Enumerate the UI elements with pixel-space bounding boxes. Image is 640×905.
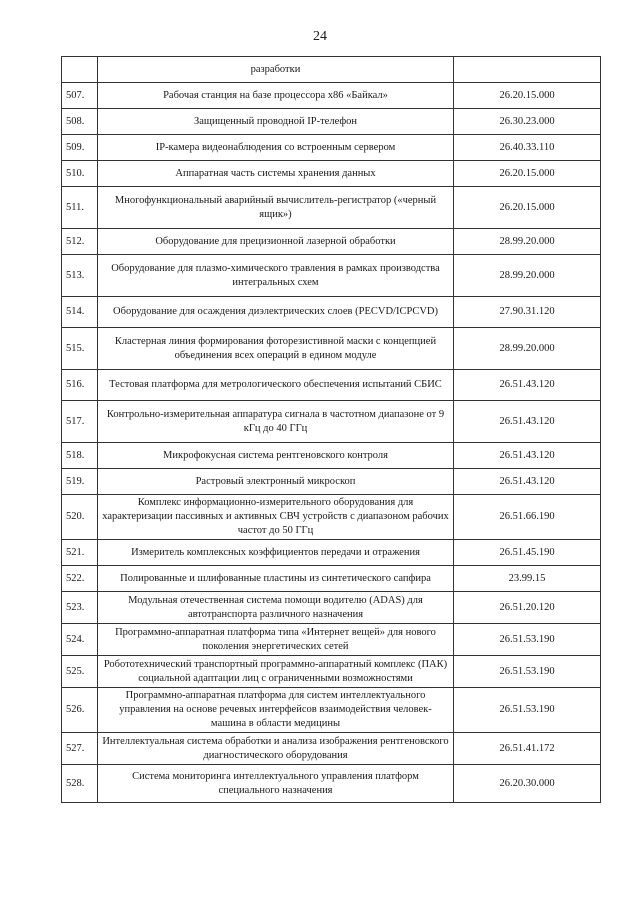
table-row [62, 161, 601, 187]
okpd-code: 26.51.41.172 [454, 733, 601, 765]
product-name: Робототехнический транспортный программно-аппаратный комплекс (ПАК) социальной адаптации лиц с ограниченными возможностями [98, 656, 454, 688]
table-row [62, 443, 601, 469]
table-row [62, 540, 601, 566]
row-number: 509. [62, 135, 98, 161]
okpd-code: 27.90.31.120 [454, 297, 601, 328]
okpd-code: 26.51.53.190 [454, 688, 601, 733]
row-number: 512. [62, 229, 98, 255]
row-number: 518. [62, 443, 98, 469]
okpd-code: 26.51.43.120 [454, 469, 601, 495]
table-row [62, 255, 601, 297]
product-name: Оборудование для осаждения диэлектрических слоев (PECVD/ICPCVD) [98, 297, 454, 328]
product-name: Программно-аппаратная платформа для систем интеллектуального управления на основе речевых интерфейсов взаимодействия человек-машина в области медицины [98, 688, 454, 733]
product-name: Измеритель комплексных коэффициентов передачи и отражения [98, 540, 454, 566]
product-name: Защищенный проводной IP-телефон [98, 109, 454, 135]
product-name: Модульная отечественная система помощи водителю (ADAS) для автотранспорта различного назначения [98, 592, 454, 624]
row-number: 507. [62, 83, 98, 109]
row-number: 527. [62, 733, 98, 765]
product-name: Полированные и шлифованные пластины из синтетического сапфира [98, 566, 454, 592]
table-row [62, 370, 601, 401]
okpd-code [454, 57, 601, 83]
product-name: IP-камера видеонаблюдения со встроенным сервером [98, 135, 454, 161]
product-name: Тестовая платформа для метрологического обеспечения испытаний СБИС [98, 370, 454, 401]
product-name: Контрольно-измерительная аппаратура сигнала в частотном диапазоне от 9 кГц до 40 ГГц [98, 401, 454, 443]
product-name: Система мониторинга интеллектуального управления платформ специального назначения [98, 765, 454, 803]
product-name: Микрофокусная система рентгеновского контроля [98, 443, 454, 469]
table-body [62, 57, 601, 803]
product-name: Программно-аппаратная платформа типа «Интернет вещей» для нового поколения энергетических сетей [98, 624, 454, 656]
row-number: 526. [62, 688, 98, 733]
table-row [62, 187, 601, 229]
okpd-code: 26.51.53.190 [454, 624, 601, 656]
row-number: 522. [62, 566, 98, 592]
product-name: Оборудование для плазмо-химического травления в рамках производства интегральных схем [98, 255, 454, 297]
product-name: Аппаратная часть системы хранения данных [98, 161, 454, 187]
product-name: Оборудование для прецизионной лазерной обработки [98, 229, 454, 255]
row-number [62, 57, 98, 83]
row-number: 508. [62, 109, 98, 135]
row-number: 513. [62, 255, 98, 297]
row-number: 520. [62, 495, 98, 540]
table-row [62, 656, 601, 688]
table-row [62, 566, 601, 592]
okpd-code: 26.51.53.190 [454, 656, 601, 688]
okpd-code: 26.51.20.120 [454, 592, 601, 624]
okpd-code: 28.99.20.000 [454, 229, 601, 255]
okpd-code: 26.51.43.120 [454, 443, 601, 469]
table-row [62, 297, 601, 328]
row-number: 519. [62, 469, 98, 495]
table-row [62, 495, 601, 540]
okpd-code: 28.99.20.000 [454, 328, 601, 370]
product-name: Кластерная линия формирования фоторезистивной маски с концепцией объединения всех операций в едином модуле [98, 328, 454, 370]
table-row [62, 401, 601, 443]
okpd-code: 26.40.33.110 [454, 135, 601, 161]
row-number: 525. [62, 656, 98, 688]
row-number: 511. [62, 187, 98, 229]
row-number: 521. [62, 540, 98, 566]
table-row [62, 624, 601, 656]
row-number: 516. [62, 370, 98, 401]
table-row [62, 592, 601, 624]
okpd-code: 28.99.20.000 [454, 255, 601, 297]
table-row [62, 733, 601, 765]
table-row [62, 57, 601, 83]
okpd-code: 26.20.15.000 [454, 83, 601, 109]
table-row [62, 109, 601, 135]
product-name: Рабочая станция на базе процессора x86 «Байкал» [98, 83, 454, 109]
okpd-code: 26.51.43.120 [454, 401, 601, 443]
table-row [62, 328, 601, 370]
row-number: 517. [62, 401, 98, 443]
page-number: 24 [313, 29, 327, 44]
product-name: Растровый электронный микроскоп [98, 469, 454, 495]
okpd-code: 23.99.15 [454, 566, 601, 592]
table-row [62, 229, 601, 255]
row-number: 523. [62, 592, 98, 624]
table-row [62, 765, 601, 803]
row-number: 514. [62, 297, 98, 328]
product-name: разработки [98, 57, 454, 83]
row-number: 524. [62, 624, 98, 656]
okpd-code: 26.20.30.000 [454, 765, 601, 803]
row-number: 510. [62, 161, 98, 187]
table-row [62, 469, 601, 495]
product-name: Комплекс информационно-измерительного оборудования для характеризации пассивных и активных СВЧ устройств с диапазоном рабочих частот до 50 ГГц [98, 495, 454, 540]
product-name: Интеллектуальная система обработки и анализа изображения рентгеновского диагностического оборудования [98, 733, 454, 765]
okpd-code: 26.51.66.190 [454, 495, 601, 540]
row-number: 515. [62, 328, 98, 370]
product-name: Многофункциональный аварийный вычислитель-регистратор («черный ящик») [98, 187, 454, 229]
table-row [62, 83, 601, 109]
okpd-code: 26.30.23.000 [454, 109, 601, 135]
table-row [62, 135, 601, 161]
okpd-code: 26.51.45.190 [454, 540, 601, 566]
product-table [61, 56, 601, 803]
okpd-code: 26.51.43.120 [454, 370, 601, 401]
okpd-code: 26.20.15.000 [454, 161, 601, 187]
row-number: 528. [62, 765, 98, 803]
table-row [62, 688, 601, 733]
okpd-code: 26.20.15.000 [454, 187, 601, 229]
